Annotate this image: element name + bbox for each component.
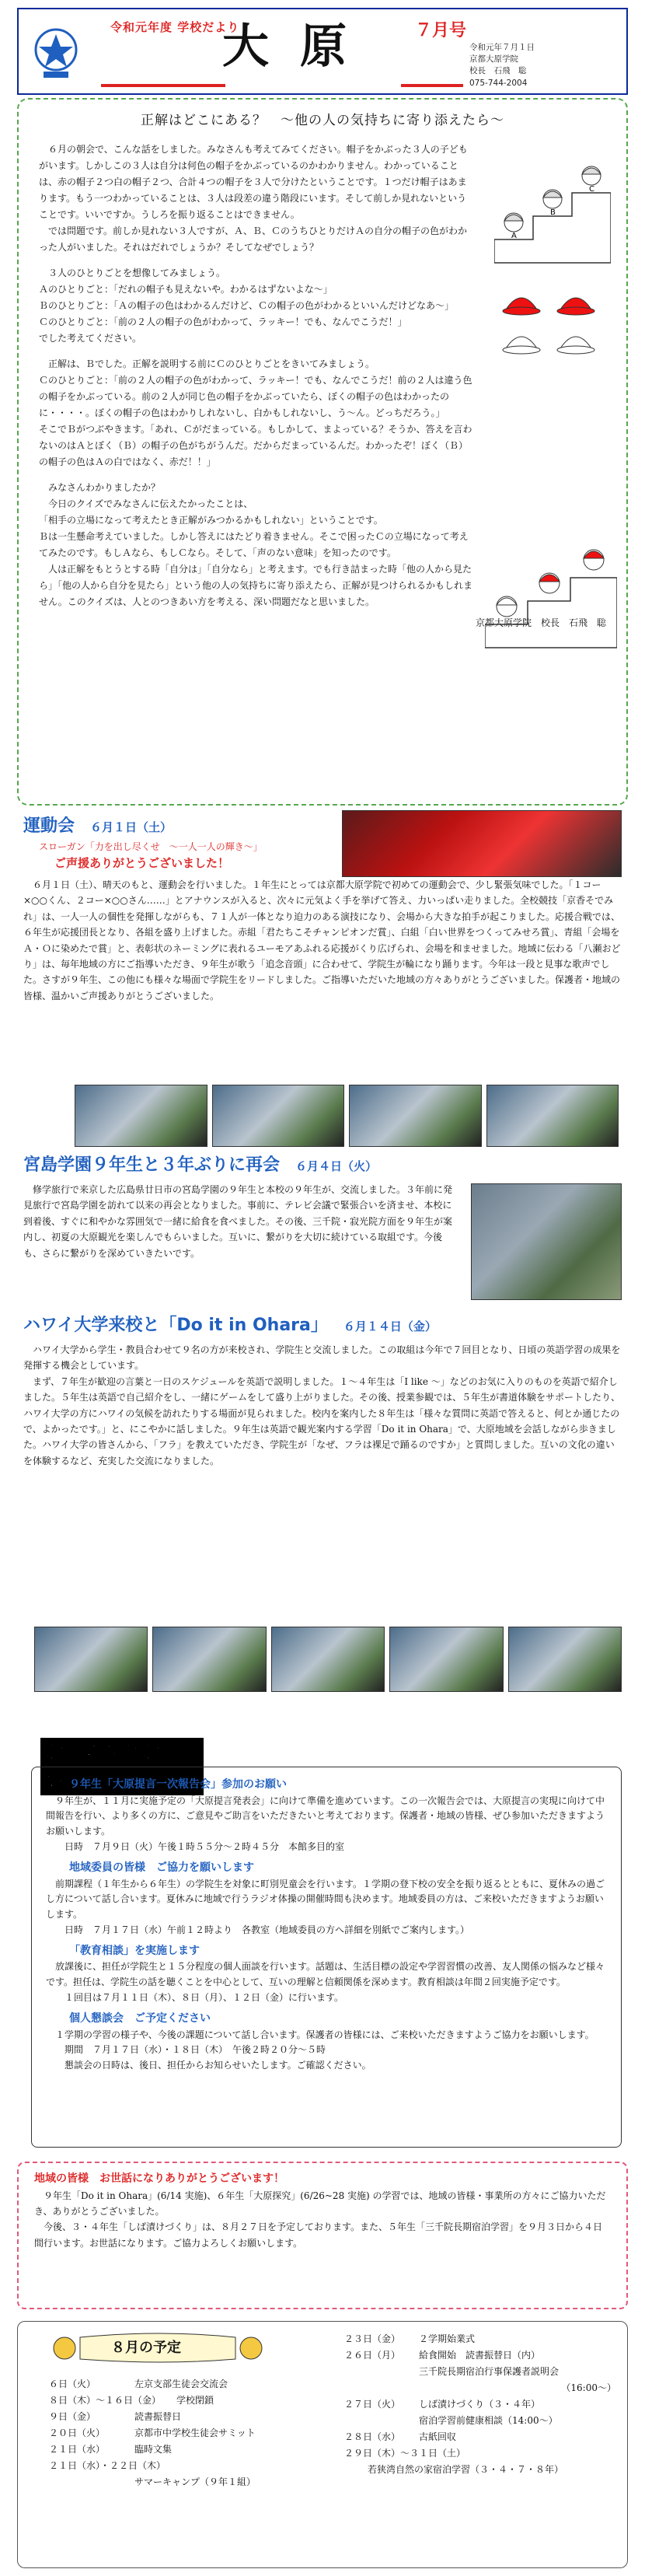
sports-photo-strip: [75, 1085, 619, 1147]
svg-text:A: A: [511, 232, 517, 240]
schedule-date: ２７日（火）: [344, 2399, 401, 2410]
schedule-date: ２３日（金）: [344, 2333, 401, 2344]
schedule-date: ２１日（水）・２２日（木）: [49, 2460, 166, 2471]
schedule-event: 三千院長期宿泊行事保護者説明会: [419, 2366, 560, 2377]
hawaii-heading: [23, 1312, 622, 1339]
notice-heading: ９年生「大原提言一次報告会」参加のお願い: [69, 1778, 287, 1791]
sports-day-title: 運動会: [23, 816, 75, 836]
schedule-event: しば漬けづくり（３・４年）: [419, 2399, 541, 2410]
hawaii-body: ハワイ大学から学生・教員合わせて９名の方が来校され、学院生と交流しました。この取組は今年で７回目となり、日頃の英語学習の成果を発揮する機会としています。: [23, 1344, 621, 1372]
masthead-underline: [101, 84, 225, 87]
svg-text:C: C: [589, 185, 594, 194]
principal-text: [39, 142, 474, 610]
schedule-event: 京都市中学校生徒会サミット: [134, 2427, 256, 2438]
schedule-left-column: [49, 2376, 360, 2490]
community-thanks-text: ９年生「Do it in Ohara」(6/14 実施)、６年生「大原探究」(6/26~28 実施) の学習では、地域の皆様・事業所の方々にご協力いただき、ありがとうございました。: [34, 2190, 606, 2218]
miyajima-heading: [23, 1152, 622, 1179]
schedule-header: ８月の予定: [111, 2340, 181, 2356]
principal-paragraph: でした考えてください。: [39, 333, 142, 344]
principal-paragraph: そこでＢがつぶやきます。「あれ、Ｃがだまっている。もしかして、まよっている？そうか、答えを言わないのはＡとぼく（Ｂ）の帽子の色がちがうんだ。だからだまっているんだ。わかったぞ！ぼく（Ｂ）の帽子の色はＡの白ではなく、赤だ！！」: [39, 424, 472, 468]
schedule-row: [49, 2425, 360, 2441]
schedule-row: [49, 2441, 360, 2458]
notice-text: １回目は７月１１日（木）、８日（月）、１２日（金）に行います。: [64, 1992, 344, 2004]
schedule-date: ２９日（木）～３１日（土）: [344, 2448, 466, 2459]
notice-text: 日時 ７月１７日（水）午前１２時より 各教室（地域委員の方へ詳細を別紙でご案内します。）: [64, 1924, 470, 1935]
sports-photo: [75, 1085, 207, 1147]
hawaii-photo: [389, 1627, 503, 1692]
principal-signature: 京都大原学院 校長 石飛 聡: [475, 617, 606, 629]
notice-text: １学期の学習の様子や、今後の課題について話し合います。保護者の皆様には、ご来校いただきますようご協力をお願いします。: [55, 2029, 594, 2040]
community-thanks-text: 今後、３・４年生「しば漬けづくり」は、８月２７日を予定しております。また、５年生「三千院長期宿泊学習」を９月３日から４日間行います。お世話になります。ご協力よろしくお願いします。: [34, 2221, 603, 2249]
notices-box: [31, 1767, 622, 2148]
miyajima-photo: [471, 1183, 622, 1300]
notice-text: 日時 ７月９日（火）午後１時５５分～２時４５分 本館多目的室: [64, 1841, 345, 1853]
year-label: 令和元年度 学校だより: [110, 20, 240, 34]
hawaii-photo: [152, 1627, 266, 1692]
masthead: [17, 8, 628, 95]
schedule-row: [344, 2347, 624, 2364]
principal-paragraph: Ｂは一生懸命考えていました。しかし答えにはたどり着きません。そこで困ったＣの立場になって考えてみたのです。もしＡなら、もしＣなら。そして、「声のない意味」を知ったのです。: [39, 531, 469, 559]
schedule-date: ２１日（水）: [49, 2444, 106, 2455]
principal-paragraph: Ｂのひとりごと：「Ａの帽子の色はわかるんだけど、Ｃの帽子の色がわかるといいんだけどなあ～」: [39, 300, 455, 312]
hawaii-date: ６月１４日（金）: [343, 1319, 437, 1333]
schedule-event: 左京支部生徒会交流会: [134, 2379, 228, 2389]
schedule-box: [17, 2321, 628, 2568]
spacer: [39, 347, 474, 356]
hawaii-photo: [508, 1627, 622, 1692]
principal-paragraph: Ｃのひとりごと：「前の２人の帽子の色がわかって、ラッキー！でも、なんでこうだ！」: [39, 316, 407, 328]
schedule-event: （16:00～）: [561, 2382, 616, 2393]
schedule-event: 給食開始 読書振替日（内）: [419, 2350, 541, 2361]
principal-paragraph: 人は正解をもとうとする時「自分は」「自分なら」と考えます。でも行き詰まった時「他の人から見たら」「他の人から自分を見たら」という他の人の気持ちに寄り添えたら、正解が見つけられるかもしれません。このクイズは、人とのつきあい方を考える、深い問題だなと思いました。: [39, 564, 473, 608]
principal-paragraph: Ｃのひとりごと：「前の２人の帽子の色がわかって、ラッキー！でも、なんでこうだ！前の２人は違う色の帽子をかぶっている。前の２人が同じ色の帽子をかぶっていたら、ぼくの帽子の色はわかったのに・・・・。ぼくの帽子の色はわかりしれないし、白かもしれないし、う～ん。どっちだろう。」: [39, 375, 472, 419]
schedule-row: [49, 2392, 360, 2409]
sports-day-thanks: ご声援ありがとうございました！: [54, 855, 230, 870]
sports-day-date: ６月１日（土）: [90, 820, 173, 834]
schedule-event: 若狭湾自然の家宿泊学習（３・４・７・８年）: [368, 2464, 564, 2475]
sports-day-body: ６月１日（土）、晴天のもと、運動会を行いました。１年生にとっては京都大原学院で初めての運動会で、少し緊張気味でした。「１コー×○○くん、２コー×○○さん……」とアナウンスが入ると、次々に元気よく手を挙げて答え、力いっぱい走りました。全校競技「京香そでみれ」は、一人一人の個性を発揮しながらも、７１人が一体となり迫力のある演技になり、会場から大きな拍手が起こりました。応援合戦では、６年生が応援団長となり、各組を盛り上げました。赤組「君たちこそチャンピオンだ賞」、白組「白い世界をつくってみせろ賞」、青組「会場をＡ・Ｏに染めたで賞」と、表彰状のネーミングに表れるユーモアあふれる応援がくり広げられ、会場を和ませました。地域に伝わる「八瀬おどり」は、毎年地域の方にご指導いただき、９年生が歌う「追念音頭」に合わせて、学院生が輪になり踊ります。今年は一段と見事な歌声でした。さすが９年生、この他にも様々な場面で学院生をリードしました。ご指導いただいた地域の方々ありがとうございました。保護者・地域の皆様、温かいご声援ありがとうございました。: [23, 879, 621, 1001]
schedule-event: サマーキャンプ（９年１組）: [134, 2476, 256, 2487]
sports-photo: [486, 1085, 619, 1147]
notices-title-text: お知らせとお願い: [40, 1738, 204, 1795]
miyajima-title: 宮島学園９年生と３年ぶりに再会: [23, 1155, 281, 1175]
principal-heading: 正解はどこにある？ ～他の人の気持ちに寄り添えたら～: [141, 113, 504, 128]
masthead-school: 京都大原学院: [469, 54, 518, 65]
notice-text: 期間 ７月１７日（水）・１８日（木） 午後２時２０分～５時: [64, 2044, 326, 2056]
miyajima-date: ６月４日（火）: [295, 1159, 378, 1173]
notice-heading: 「教育相談」を実施します: [69, 1944, 200, 1957]
hawaii-photo: [34, 1627, 148, 1692]
schedule-date: ２６日（月）: [344, 2350, 401, 2361]
spacer: [39, 470, 474, 480]
schedule-event: ２学期始業式: [419, 2333, 476, 2344]
schedule-date: ２０日（火）: [49, 2427, 106, 2438]
hawaii-body: まず、７年生が歓迎の言葉と一日のスケジュールを英語で説明しました。１～４年生は「I like ～」などのお気に入りのものを英語で紹介しました。５年生は英語で自己紹介をし、一緒にゲームをして盛り上がりました。その後、授業参観では、５年生が書道体験をサポートしたり、ハワイ大学の方にハワイの気候を訪れたりする場面が見られました。校内を案内した８年生は「様々な質問に英語で答えると、何とか通じたので、よかったです。」と、にこやかに話しました。９年生は英語で観光案内する学習「Do it in Ohara」で、大原地域を会話しながら歩きました。ハワイ大学の皆さんから、「フラ」を教えていただき、学院生が「なぜ、フラは裸足で踊るのですか」と質問しました。互いの文化の違いを体験するなど、充実した交流になりました。: [23, 1375, 621, 1466]
svg-text:B: B: [550, 208, 556, 217]
principal-paragraph: 今日のクイズでみなさんに伝えたかったことは、: [39, 498, 253, 510]
spacer: [39, 256, 474, 265]
schedule-row: [344, 2445, 624, 2462]
hawaii-title: ハワイ大学来校と「Do it in Ohara」: [23, 1316, 328, 1335]
schedule-row: [344, 2429, 624, 2445]
schedule-event: 臨時文集: [134, 2444, 173, 2455]
newsletter-title: 大原: [222, 19, 378, 74]
sports-photo: [212, 1085, 345, 1147]
masthead-phone: 075-744-2004: [469, 78, 528, 88]
kids-with-hats-illustration: [485, 535, 617, 652]
sports-photo: [349, 1085, 482, 1147]
hawaii-photo: [271, 1627, 385, 1692]
sports-day-slogan: スローガン「力を出し尽くせ ～一人一人の輝き～」: [39, 841, 263, 853]
hawaii-section: [23, 1312, 622, 1469]
notice-heading: 個人懇談会 ご予定ください: [69, 2012, 211, 2025]
community-thanks-box: [17, 2162, 628, 2309]
principal-paragraph: みなさんわかりましたか？: [39, 482, 161, 494]
notice-text: 懇談会の日時は、後日、担任からお知らせいたします。ご確認ください。: [64, 2060, 371, 2071]
hawaii-photo-strip: [34, 1627, 622, 1692]
schedule-date: ９日（金）: [49, 2411, 96, 2422]
notice-text: 前期課程（１年生から６年生）の学院生を対象に町別児童会を行います。１学期の登下校の安全を振り返るとともに、夏休みの過ごし方について話し合います。夏休みに地域で行うラジオ体操の開催時間も決めます。地域委員の方は、ご来校いただきますようお願いします。: [46, 1878, 605, 1921]
masthead-underline: [401, 84, 463, 87]
miyajima-body: 修学旅行で来京した広島県廿日市の宮島学園の９年生と本校の９年生が、交流しました。３年前に発見旅行で宮島学園を訪れて以来の再会となりました。事前に、テレビ会議で緊張合いを済ませ、本校に到着後、すぐに和やかな雰囲気で一緒に給食を食べました。その後、三千院・寂光院方面を９年生が案内し、初夏の大原観光を楽しんでもらいました。互いに、繋がりを大切に続けている取組です。今後も、さらに繋がりを深めていきたいです。: [23, 1184, 453, 1259]
masthead-info: [469, 42, 535, 89]
schedule-row: [49, 2458, 360, 2474]
principal-paragraph: 「相手の立場になって考えたとき正解がみつかるかもしれない」ということです。: [39, 515, 383, 526]
notice-text: ９年生が、１１月に実施予定の「大原提言発表会」に向けて準備を進めています。この一次報告会では、大原提言の実現に向けて中間報告を行い、より多くの方に、ご意見やご助言をいただきたいと考えております。保護者・地域の皆様、ぜひ参加いただきますようお願いします。: [46, 1795, 605, 1837]
principal-paragraph: ６月の朝会で、こんな話をしました。みなさんも考えてみてください。帽子をかぶった３人の子どもがいます。しかしこの３人は自分は何色の帽子をかぶっているのかわかりません。わかっていることは、赤の帽子２つ白の帽子２つ、合計４つの帽子を３人で分けたということです。１つだけ帽子はあまります。もう一つわかっていることは、３人は段差の違う階段にいます。そして前しか見れないということです。いいですか。うしろを振り返ることはできません。: [39, 144, 468, 221]
principal-paragraph: Ａのひとりごと：「だれの帽子も見えないや。わかるはずないよな～」: [39, 284, 333, 295]
notice-text: 放課後に、担任が学院生と１５分程度の個人面談を行います。話題は、生活目標の設定や学習習慣の改善、友人関係の悩みなど様々です。担任は、学院生の話を聴くことを中心として、互いの理解と信頼関係を深めます。教育相談は年間２回実施予定です。: [46, 1961, 605, 1988]
masthead-date: 令和元年７月１日: [469, 43, 535, 52]
schedule-right-column: [344, 2331, 624, 2478]
principal-paragraph: では問題です。前しか見れない３人ですが、Ａ、Ｂ、ＣのうちひとりだけＡの自分の帽子の色がわかった人がいました。それはだれでしょうか？そしてなぜでしょう？: [39, 225, 468, 253]
schedule-row: [344, 2396, 624, 2413]
schedule-event: 宿泊学習前健康相談（14:00～）: [419, 2415, 558, 2426]
schedule-event: 読書振替日: [134, 2411, 182, 2422]
schedule-date: ８日（木）～１６日（金）: [49, 2395, 162, 2406]
principal-paragraph: 正解は、Ｂでした。正解を説明する前にＣのひとりごとをきいてみましょう。: [39, 358, 375, 370]
masthead-principal: 校長 石飛 聡: [469, 66, 527, 76]
principal-paragraph: ３人のひとりごとを想像してみましょう。: [39, 267, 226, 279]
notice-heading: 地域委員の皆様 ご協力を願いします: [69, 1861, 254, 1874]
hats-illustration: [494, 278, 611, 364]
principal-message: [17, 98, 628, 806]
schedule-row: [49, 2409, 360, 2425]
sports-day-photo: [342, 810, 622, 877]
community-thanks-heading: 地域の皆様 お世話になりありがとうございます！: [34, 2172, 284, 2185]
schedule-date: ２８日（水）: [344, 2431, 401, 2442]
schedule-row: [49, 2376, 360, 2392]
schedule-event: 学校閉鎖: [176, 2395, 214, 2406]
kids-on-stairs-illustration: [494, 154, 611, 271]
issue-label: ７月号: [415, 20, 467, 40]
schedule-row: [344, 2331, 624, 2347]
schedule-date: ６日（火）: [49, 2379, 96, 2389]
schedule-event: 古紙回収: [419, 2431, 457, 2442]
school-logo-icon: [33, 20, 79, 82]
